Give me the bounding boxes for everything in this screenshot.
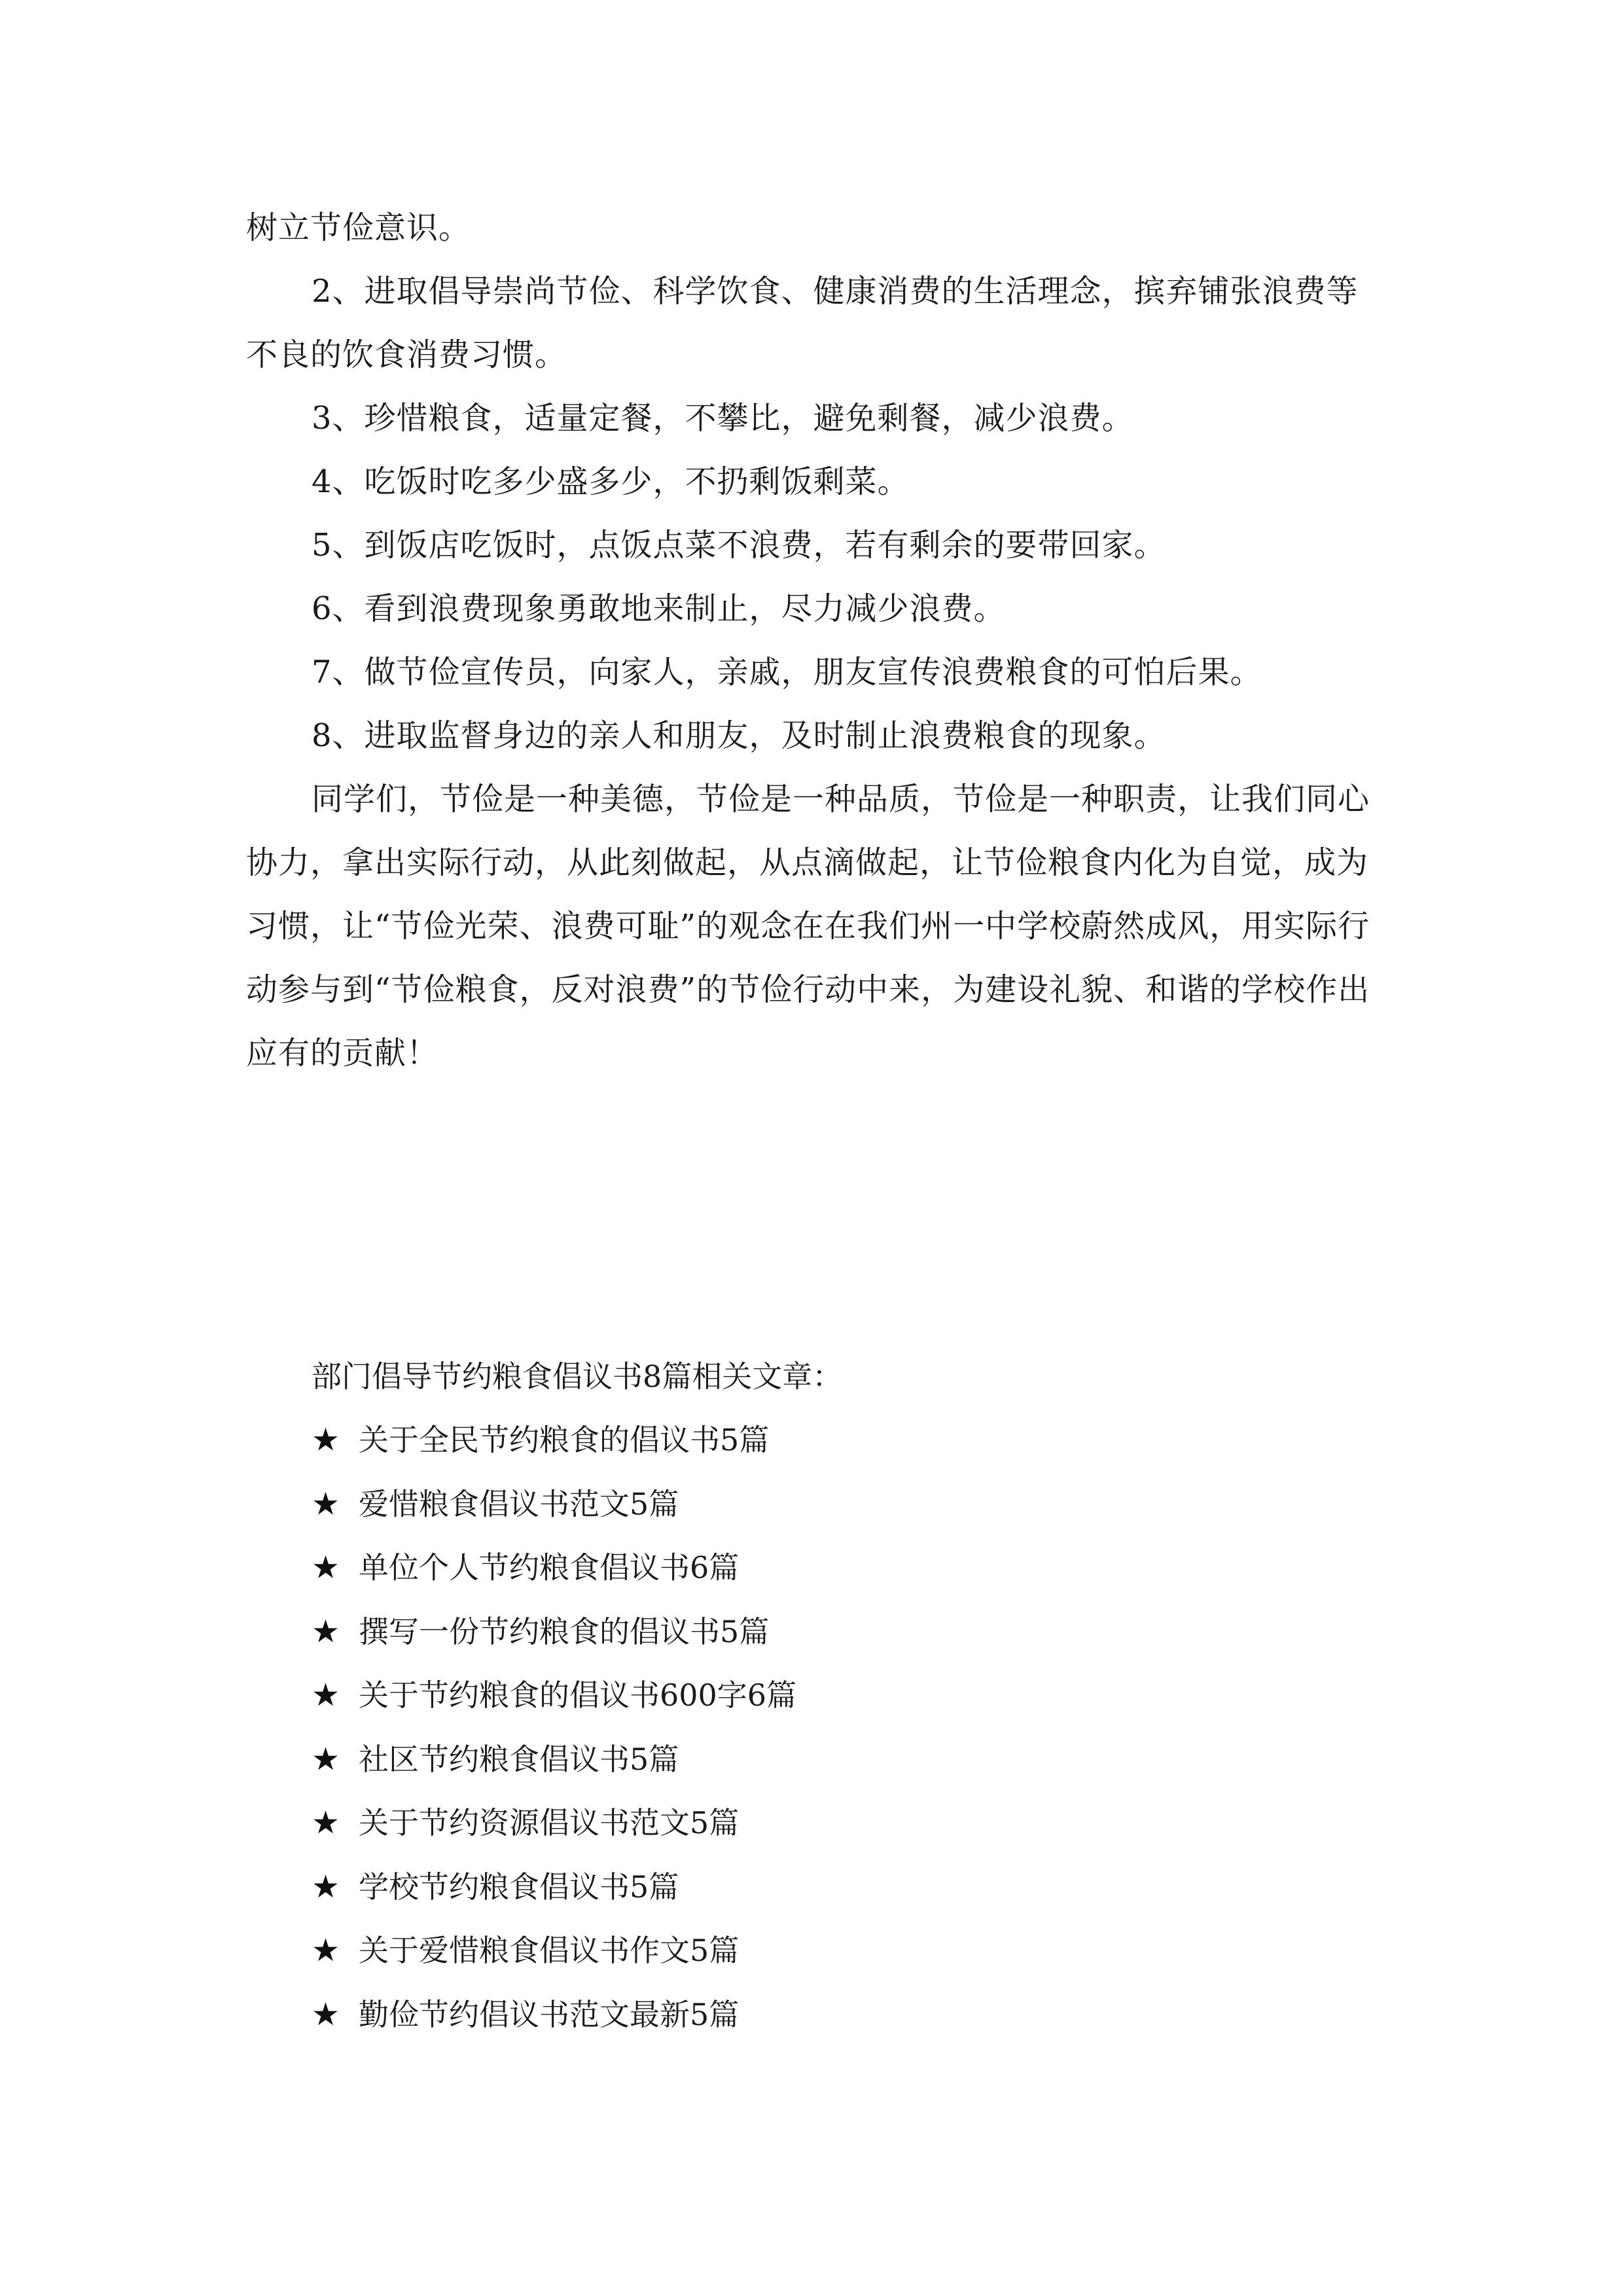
paragraph-1: 树立节俭意识。 [246, 209, 471, 246]
related-link-4[interactable]: 撰写一份节约粮食的倡议书5篇 [359, 1613, 770, 1649]
related-articles [312, 1345, 1359, 2047]
list-item [312, 1664, 1359, 1728]
document-body [246, 196, 1382, 1085]
paragraph-3: 3、珍惜粮食，适量定餐，不攀比，避免剩餐，减少浪费。 [312, 400, 1134, 437]
star-icon: ★ [312, 1996, 340, 2033]
related-link-1[interactable]: 关于全民节约粮食的倡议书5篇 [359, 1422, 770, 1458]
related-link-6[interactable]: 社区节约粮食倡议书5篇 [359, 1741, 679, 1777]
star-icon: ★ [312, 1422, 340, 1458]
paragraph-5: 5、到饭店吃饭时，点饭点菜不浪费，若有剩余的要带回家。 [312, 527, 1166, 564]
star-icon: ★ [312, 1932, 340, 1969]
paragraph-7: 7、做节俭宣传员，向家人，亲戚，朋友宣传浪费粮食的可怕后果。 [312, 654, 1262, 691]
related-link-8[interactable]: 学校节约粮食倡议书5篇 [359, 1869, 679, 1905]
related-link-2[interactable]: 爱惜粮食倡议书范文5篇 [359, 1486, 679, 1522]
star-icon: ★ [312, 1868, 340, 1905]
related-link-5[interactable]: 关于节约粮食的倡议书600字6篇 [359, 1677, 797, 1713]
star-icon: ★ [312, 1549, 340, 1586]
star-icon: ★ [312, 1613, 340, 1650]
list-item [312, 1408, 1359, 1473]
paragraph-8: 8、进取监督身边的亲人和朋友，及时制止浪费粮食的现象。 [312, 717, 1166, 754]
list-item [312, 1536, 1359, 1600]
related-link-7[interactable]: 关于节约资源倡议书范文5篇 [359, 1805, 740, 1840]
paragraph-6: 6、看到浪费现象勇敢地来制止，尽力减少浪费。 [312, 590, 1006, 627]
related-heading: 部门倡导节约粮食倡议书8篇相关文章： [312, 1359, 843, 1394]
paragraph-2: 2、进取倡导崇尚节俭、科学饮食、健康消费的生活理念，摈弃铺张浪费等不良的饮食消费习惯。 [246, 273, 1359, 373]
star-icon: ★ [312, 1485, 340, 1522]
list-item [312, 1473, 1359, 1537]
list-item [312, 1791, 1359, 1856]
star-icon: ★ [312, 1740, 340, 1778]
paragraph-4: 4、吃饭时吃多少盛多少，不扔剩饭剩菜。 [312, 463, 910, 500]
star-icon: ★ [312, 1804, 340, 1841]
related-link-10[interactable]: 勤俭节约倡议书范文最新5篇 [359, 1996, 740, 2032]
list-item [312, 1856, 1359, 1920]
list-item [312, 1919, 1359, 1983]
star-icon: ★ [312, 1677, 340, 1713]
list-item [312, 1600, 1359, 1664]
list-item [312, 1983, 1359, 2047]
related-link-3[interactable]: 单位个人节约粮食倡议书6篇 [359, 1550, 740, 1585]
related-link-9[interactable]: 关于爱惜粮食倡议书作文5篇 [359, 1933, 740, 1968]
related-list [312, 1408, 1359, 2047]
paragraph-9: 同学们，节俭是一种美德，节俭是一种品质，节俭是一种职责，让我们同心协力，拿出实际行动，从此刻做起，从点滴做起，让节俭粮食内化为自觉，成为习惯，让“节俭光荣、浪费可耻”的观念在在我们州一中学校蔚然成风，用实际行动参与到“节俭粮食，反对浪费”的节俭行动中来，为建设礼貌、和谐的学校作出应有的贡献！ [246, 781, 1370, 1071]
list-item [312, 1728, 1359, 1792]
